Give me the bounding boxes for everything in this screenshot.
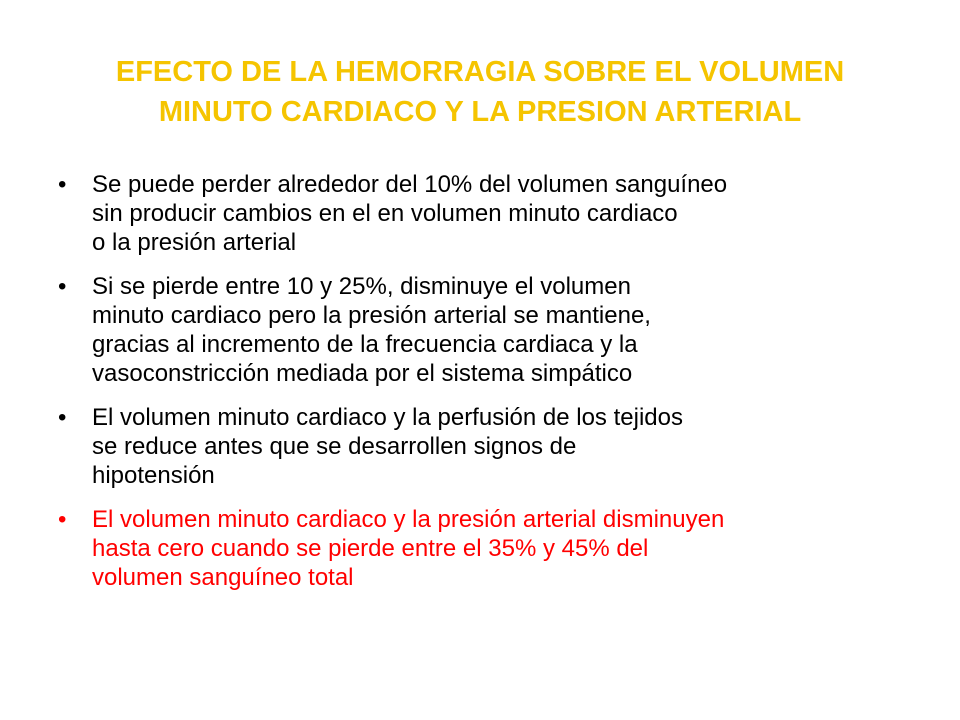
bullet-item-2	[58, 272, 908, 388]
title-line-2: MINUTO CARDIACO Y LA PRESION ARTERIAL	[158, 96, 802, 128]
bullet-item-4-highlighted	[58, 505, 908, 592]
bullet-2-line-2: minuto cardiaco pero la presión arterial se mantiene,	[92, 302, 651, 329]
bullet-1-line-3: o la presión arterial	[92, 229, 297, 256]
bullet-1-line-1: Se puede perder alrededor del 10% del volumen sanguíneo	[92, 171, 728, 198]
bullet-2-line-4: vasoconstricción mediada por el sistema simpático	[92, 360, 633, 387]
title-line-1: EFECTO DE LA HEMORRAGIA SOBRE EL VOLUMEN	[115, 56, 845, 88]
bullet-3-line-1: El volumen minuto cardiaco y la perfusión de los tejidos	[92, 404, 683, 431]
bullet-list	[58, 170, 908, 607]
bullet-2-line-3: gracias al incremento de la frecuencia cardiaca y la	[92, 331, 638, 358]
bullet-icon: •	[58, 404, 67, 431]
bullet-icon: •	[58, 273, 67, 300]
bullet-4-line-2: hasta cero cuando se pierde entre el 35% y 45% del	[92, 535, 649, 562]
bullet-4-line-3: volumen sanguíneo total	[92, 564, 354, 591]
bullet-item-1	[58, 170, 908, 257]
bullet-2-line-1: Si se pierde entre 10 y 25%, disminuye el volumen	[92, 273, 631, 300]
bullet-3-line-2: se reduce antes que se desarrollen signos de	[92, 433, 577, 460]
bullet-4-line-1: El volumen minuto cardiaco y la presión arterial disminuyen	[92, 506, 725, 533]
bullet-3-line-3: hipotensión	[92, 462, 215, 489]
slide-title	[60, 52, 900, 132]
bullet-icon: •	[58, 506, 67, 533]
bullet-icon: •	[58, 171, 67, 198]
bullet-item-3	[58, 403, 908, 490]
bullet-1-line-2: sin producir cambios en el en volumen minuto cardiaco	[92, 200, 678, 227]
